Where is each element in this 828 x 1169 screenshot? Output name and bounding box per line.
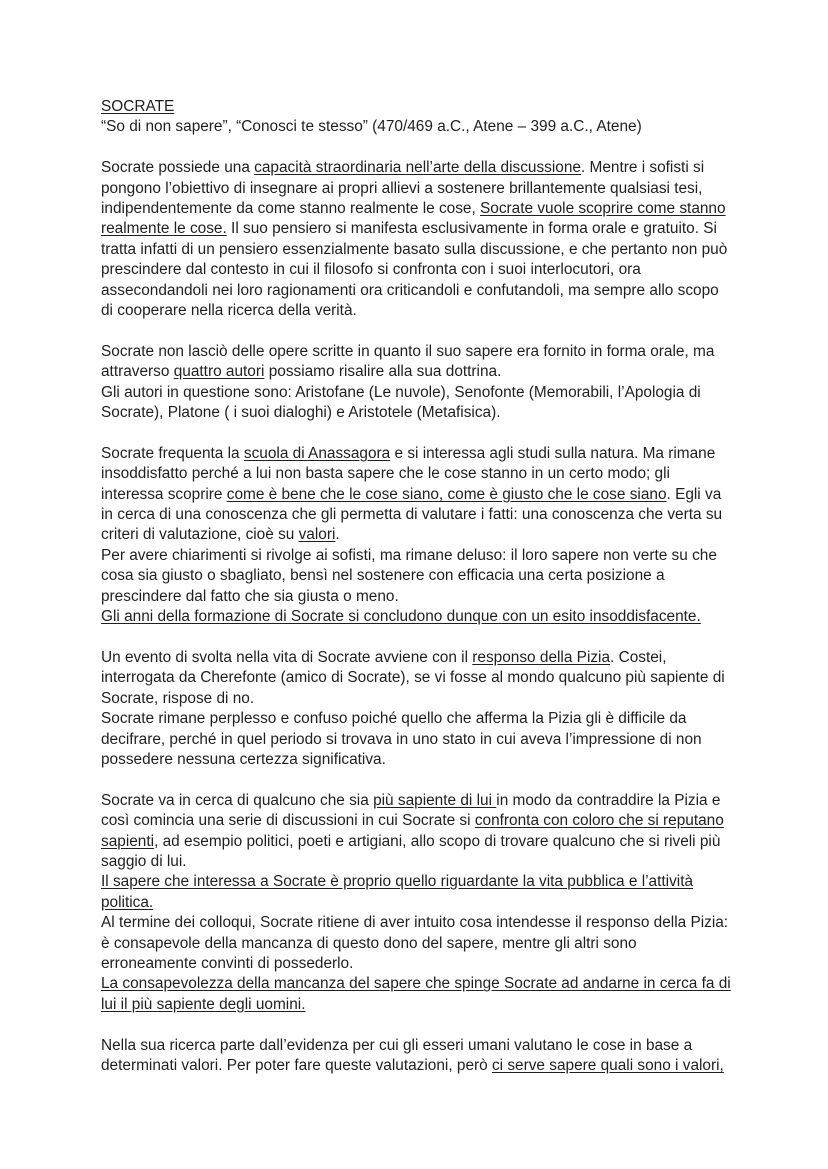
paragraph (101, 648, 731, 709)
underlined-text: valori (298, 526, 336, 544)
underlined-text: responso della Pizia (472, 648, 611, 666)
text-segment: Al termine dei colloqui, Socrate ritiene di aver intuito cosa intendesse il responso della Pizia: è consapevole della mancanza di questo dono del sapere, mentre gli altri sono erroneamente convinti di possederlo. (101, 914, 729, 972)
document-page (101, 97, 731, 1076)
underlined-text: come è bene che le cose siano, come è giusto che le cose siano (226, 485, 667, 503)
paragraph-spacer (101, 138, 731, 158)
text-segment: Socrate rimane perplesso e confuso poiché quello che afferma la Pizia gli è difficile da decifrare, perché in quel periodo si trovava in uno stato in cui aveva l’impressione di non possedere nessuna certezza significativa. (101, 710, 702, 768)
text-segment: Socrate va in cerca di qualcuno che sia (101, 791, 374, 809)
text-segment: e si interessa agli studi sulla natura. Ma rimane insoddisfatto perché a lui non basta sapere che le cose stanno in un certo modo; gli interessa scoprire (101, 444, 716, 503)
text-segment: Un evento di svolta nella vita di Socrate avviene con il (101, 648, 473, 666)
paragraph (101, 709, 731, 770)
text-segment: . Costei, interrogata da Cherefonte (amico di Socrate), se vi fosse al mondo qualcuno più sapiente di Socrate, rispose di no. (101, 648, 725, 707)
paragraph (101, 546, 731, 607)
text-segment: Socrate possiede una (101, 159, 255, 177)
underlined-text: Socrate vuole scoprire come stanno realmente le cose. (101, 200, 726, 238)
paragraph (101, 872, 731, 913)
paragraph (101, 1036, 731, 1077)
paragraph-spacer (101, 1015, 731, 1035)
paragraph (101, 444, 731, 546)
paragraph-spacer (101, 321, 731, 341)
text-segment: Socrate frequenta la (101, 444, 244, 462)
text-segment: . Egli va in cerca di una conoscenza che gli permetta di valutare i fatti: una conoscenza che verta su criteri di valutazione, cioè su (101, 485, 723, 544)
paragraph (101, 158, 731, 321)
text-segment: Per avere chiarimenti si rivolge ai sofisti, ma rimane deluso: il loro sapere non verte su che cosa sia giusto o sbagliato, bensì nel sostenere con efficacia una certa posizione a prescindere dal fatto che sia giusta o meno. (101, 546, 717, 605)
text-segment: Socrate non lasciò delle opere scritte in quanto il suo sapere era fornito in forma orale, ma attraverso (101, 342, 715, 381)
text-segment: . (335, 526, 340, 544)
text-segment: Gli autori in questione sono: Aristofane (Le nuvole), Senofonte (Memorabili, l’Apologia di Socrate), Platone ( i suoi dialoghi) e Aristotele (Metafisica). (101, 383, 701, 422)
underlined-text: confronta con coloro che si reputano sapienti (101, 812, 724, 850)
paragraph (101, 342, 731, 383)
paragraph (101, 791, 731, 873)
underlined-text: La consapevolezza della mancanza del sapere che spinge Socrate ad andarne in cerca fa di lui il più sapiente degli uomini. (101, 975, 731, 1013)
text-segment: . Mentre i sofisti si pongono l’obiettivo di insegnare ai propri allievi a sostenere brillantemente qualsiasi tesi, indipendentemente da come stanno realmente le cose, (101, 159, 705, 218)
underlined-text: scuola di Anassagora (243, 444, 391, 462)
text-segment: Nella sua ricerca parte dall’evidenza per cui gli esseri umani valutano le cose in base a determinati valori. Per poter fare queste valutazioni, però (101, 1036, 693, 1074)
paragraph-spacer (101, 423, 731, 443)
paragraph-spacer (101, 770, 731, 790)
paragraph (101, 607, 731, 627)
underlined-text: Gli anni della formazione di Socrate si concludono dunque con un esito insoddisfacente. (101, 608, 701, 626)
text-segment: possiamo risalire alla sua dottrina. (264, 363, 502, 381)
paragraph (101, 383, 731, 424)
paragraph (101, 913, 731, 974)
underlined-text: capacità straordinaria nell’arte della discussione (254, 159, 581, 177)
document-body (101, 138, 731, 1077)
underlined-text: ci serve sapere quali sono i valori, (491, 1057, 724, 1074)
text-segment: in modo da contraddire la Pizia e così comincia una serie di discussioni in cui Socrate si (101, 791, 721, 830)
paragraph (101, 974, 731, 1015)
text-segment: , ad esempio politici, poeti e artigiani, allo scopo di trovare qualcuno che si riveli più saggio di lui. (101, 832, 721, 870)
underlined-text: quattro autori (173, 363, 265, 381)
text-segment: Il suo pensiero si manifesta esclusivamente in forma orale e gratuito. Si tratta infatti di un pensiero essenzialmente basato sulla discussione, e che pertanto non può prescindere dal contesto in cui il filosofo si confronta con i suoi interlocutori, ora assecondandoli nei loro ragionamenti ora criticandoli e confutandoli, ma sempre allo scopo di cooperare nella ricerca della verità. (101, 220, 728, 320)
document-subtitle: “So di non sapere”, “Conosci te stesso” (470/469 a.C., Atene – 399 a.C., Atene) (101, 118, 642, 136)
underlined-text: Il sapere che interessa a Socrate è proprio quello riguardante la vita pubblica e l’attività politica. (101, 873, 694, 911)
paragraph-spacer (101, 628, 731, 648)
document-title: SOCRATE (101, 98, 175, 115)
underlined-text: più sapiente di lui (373, 791, 497, 809)
